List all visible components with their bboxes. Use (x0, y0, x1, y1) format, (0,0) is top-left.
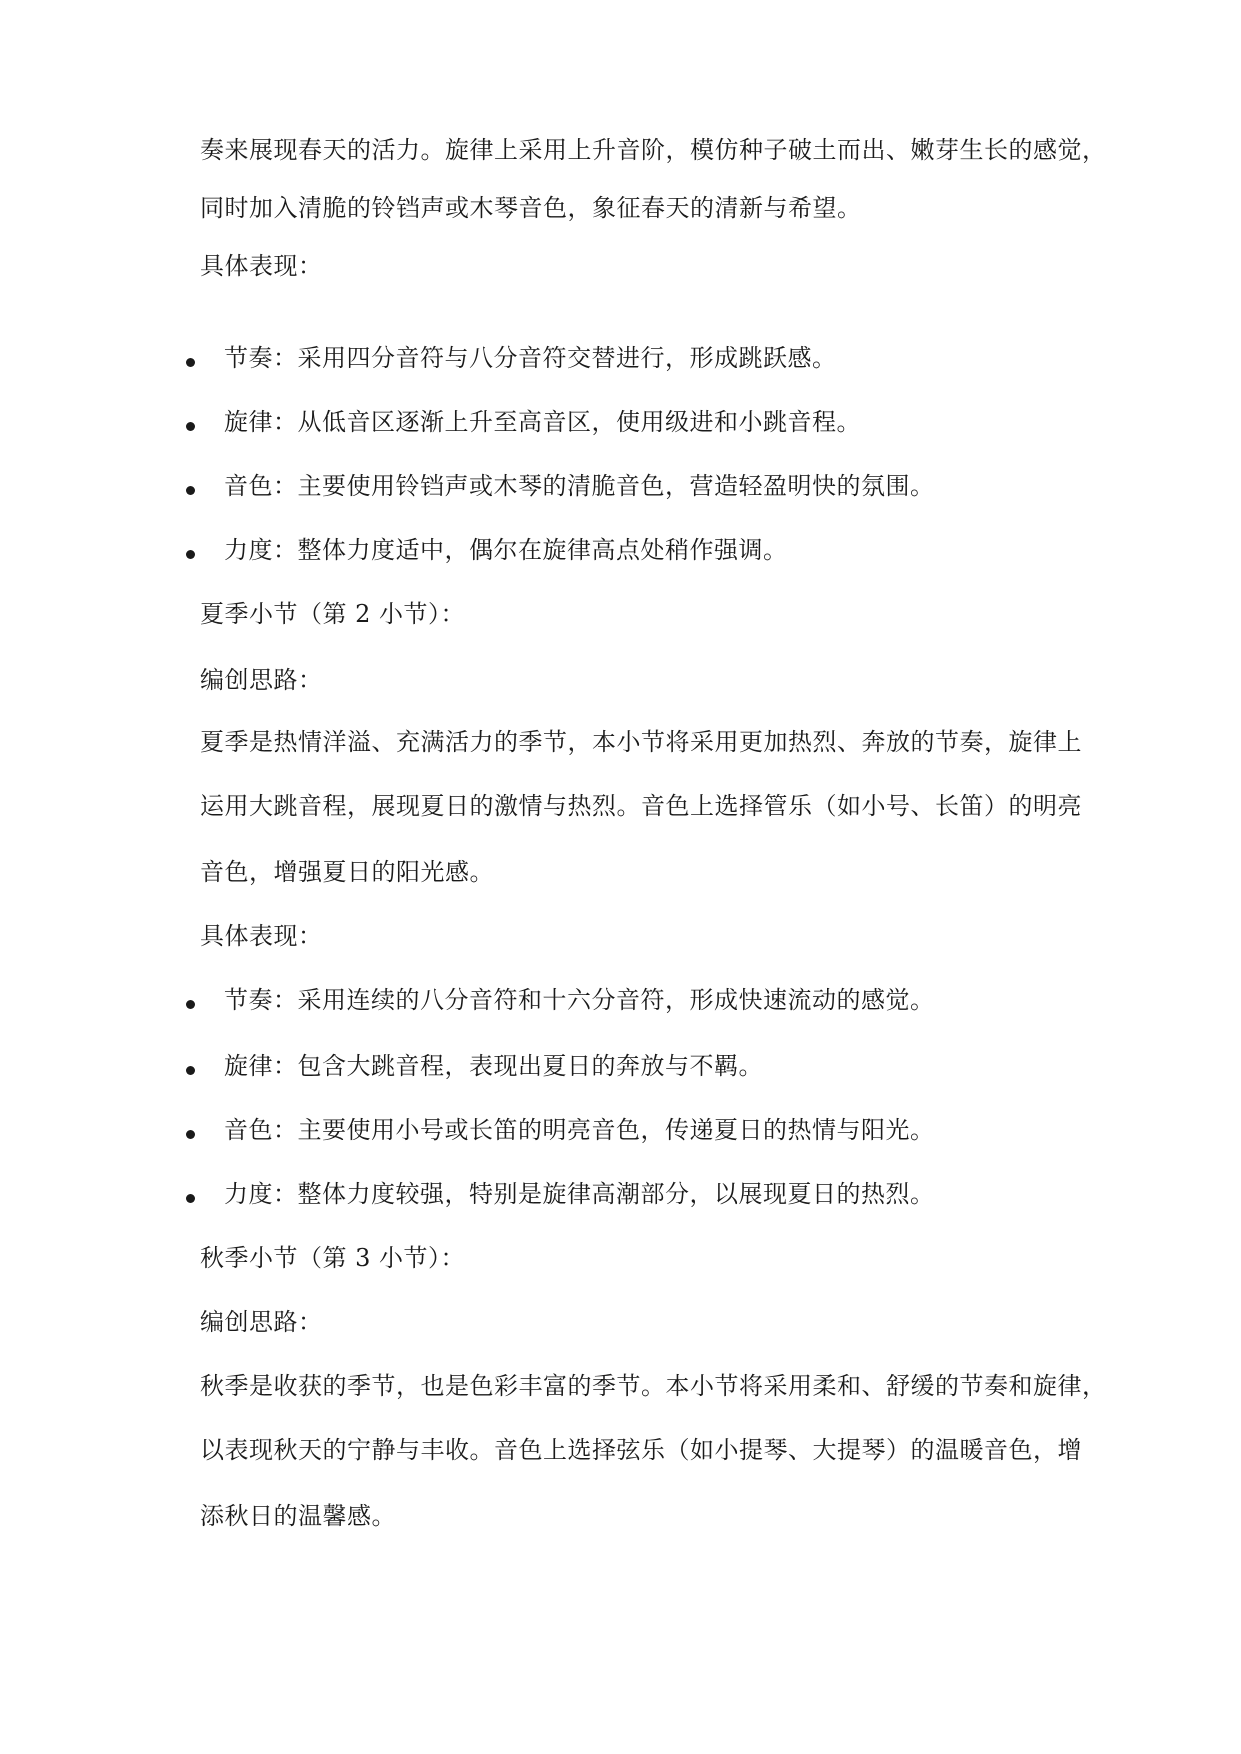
list-item: 音色：主要使用铃铛声或木琴的清脆音色，营造轻盈明快的氛围。 (224, 472, 935, 500)
section-subheading: 编创思路： (200, 666, 323, 694)
bullet-icon (186, 1000, 195, 1009)
section-subheading: 编创思路： (200, 1308, 323, 1336)
paragraph-line: 奏来展现春天的活力。旋律上采用上升音阶，模仿种子破土而出、嫩芽生长的感觉， (200, 136, 1107, 164)
bullet-icon (186, 486, 195, 495)
list-item: 力度：整体力度适中，偶尔在旋律高点处稍作强调。 (224, 536, 788, 564)
list-item: 节奏：采用四分音符与八分音符交替进行，形成跳跃感。 (224, 344, 837, 372)
bullet-icon (186, 1194, 195, 1203)
list-item: 音色：主要使用小号或长笛的明亮音色，传递夏日的热情与阳光。 (224, 1116, 935, 1144)
section-heading: 秋季小节（第 3 小节）： (200, 1244, 466, 1272)
bullet-icon (186, 422, 195, 431)
section-subheading: 具体表现： (200, 922, 323, 950)
bullet-icon (186, 358, 195, 367)
bullet-icon (186, 1130, 195, 1139)
bullet-icon (186, 1066, 195, 1075)
list-item: 旋律：从低音区逐渐上升至高音区，使用级进和小跳音程。 (224, 408, 861, 436)
section-subheading: 具体表现： (200, 252, 323, 280)
list-item: 节奏：采用连续的八分音符和十六分音符，形成快速流动的感觉。 (224, 986, 935, 1014)
paragraph-line: 音色，增强夏日的阳光感。 (200, 858, 494, 886)
section-heading: 夏季小节（第 2 小节）： (200, 600, 466, 628)
paragraph-line: 秋季是收获的季节，也是色彩丰富的季节。本小节将采用柔和、舒缓的节奏和旋律， (200, 1372, 1107, 1400)
paragraph-line: 夏季是热情洋溢、充满活力的季节，本小节将采用更加热烈、奔放的节奏，旋律上 (200, 728, 1082, 756)
paragraph-line: 同时加入清脆的铃铛声或木琴音色，象征春天的清新与希望。 (200, 194, 862, 222)
paragraph-line: 以表现秋天的宁静与丰收。音色上选择弦乐（如小提琴、大提琴）的温暖音色，增 (200, 1436, 1082, 1464)
bullet-icon (186, 550, 195, 559)
list-item: 力度：整体力度较强，特别是旋律高潮部分，以展现夏日的热烈。 (224, 1180, 935, 1208)
list-item: 旋律：包含大跳音程，表现出夏日的奔放与不羁。 (224, 1052, 763, 1080)
paragraph-line: 添秋日的温馨感。 (200, 1502, 396, 1530)
paragraph-line: 运用大跳音程，展现夏日的激情与热烈。音色上选择管乐（如小号、长笛）的明亮 (200, 792, 1082, 820)
